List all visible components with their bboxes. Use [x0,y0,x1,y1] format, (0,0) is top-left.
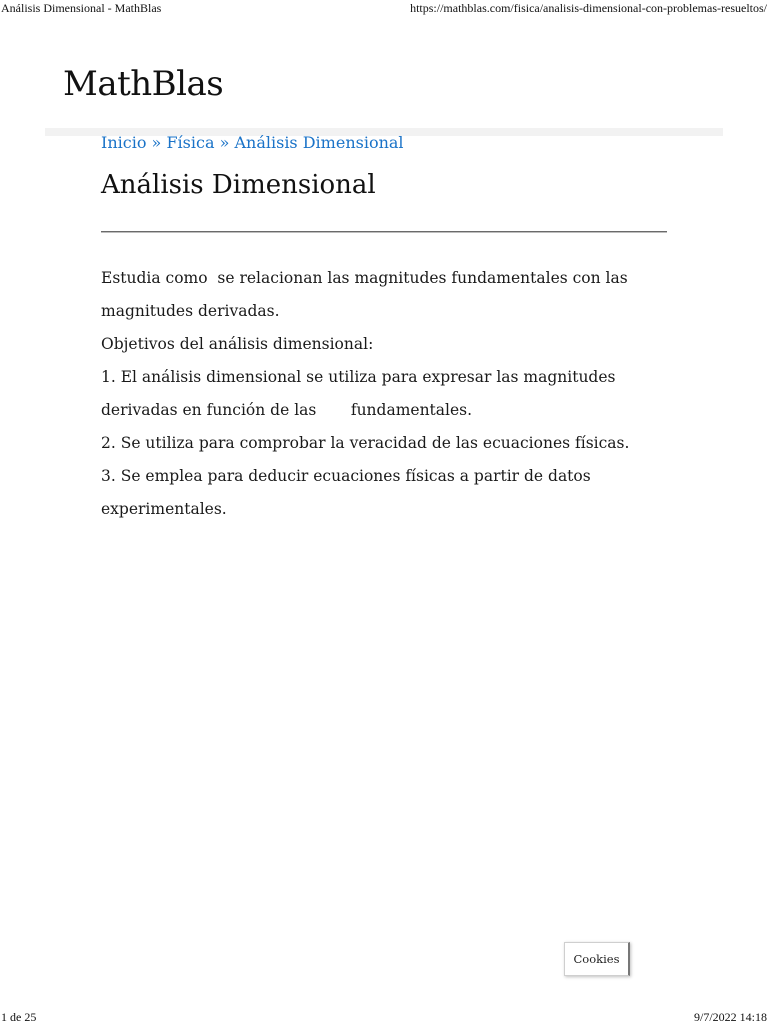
title-divider [101,231,667,233]
body-line: experimentales. [101,500,227,518]
page-indicator: 1 de 25 [1,1010,37,1024]
breadcrumb-link-inicio[interactable]: Inicio [101,133,147,152]
body-line: 3. Se emplea para deducir ecuaciones físicas a partir de datos [101,467,591,485]
body-line: Estudia como se relacionan las magnitudes fundamentales con las [101,269,628,287]
body-line: Objetivos del análisis dimensional: [101,335,374,353]
body-line: derivadas en función de las fundamentales. [101,401,473,419]
breadcrumb-separator: » [151,133,162,152]
breadcrumb [101,133,404,152]
print-header [0,0,768,16]
print-doc-title: Análisis Dimensional - MathBlas [1,1,162,15]
page-title: Análisis Dimensional [101,170,376,200]
breadcrumb-link-current[interactable]: Análisis Dimensional [234,133,404,152]
breadcrumb-separator: » [219,133,230,152]
article-body [101,262,667,526]
body-line: magnitudes derivadas. [101,302,280,320]
cookies-button[interactable]: Cookies [564,942,630,976]
print-datetime: 9/7/2022 14:18 [693,1010,767,1024]
breadcrumb-link-fisica[interactable]: Física [166,133,215,152]
body-line: 1. El análisis dimensional se utiliza para expresar las magnitudes [101,368,616,386]
print-url: https://mathblas.com/fisica/analisis-dimensional-con-problemas-resueltos/ [410,1,767,15]
print-footer [0,1008,768,1024]
site-title[interactable]: MathBlas [63,64,224,104]
body-line: 2. Se utiliza para comprobar la veracidad de las ecuaciones físicas. [101,434,630,452]
